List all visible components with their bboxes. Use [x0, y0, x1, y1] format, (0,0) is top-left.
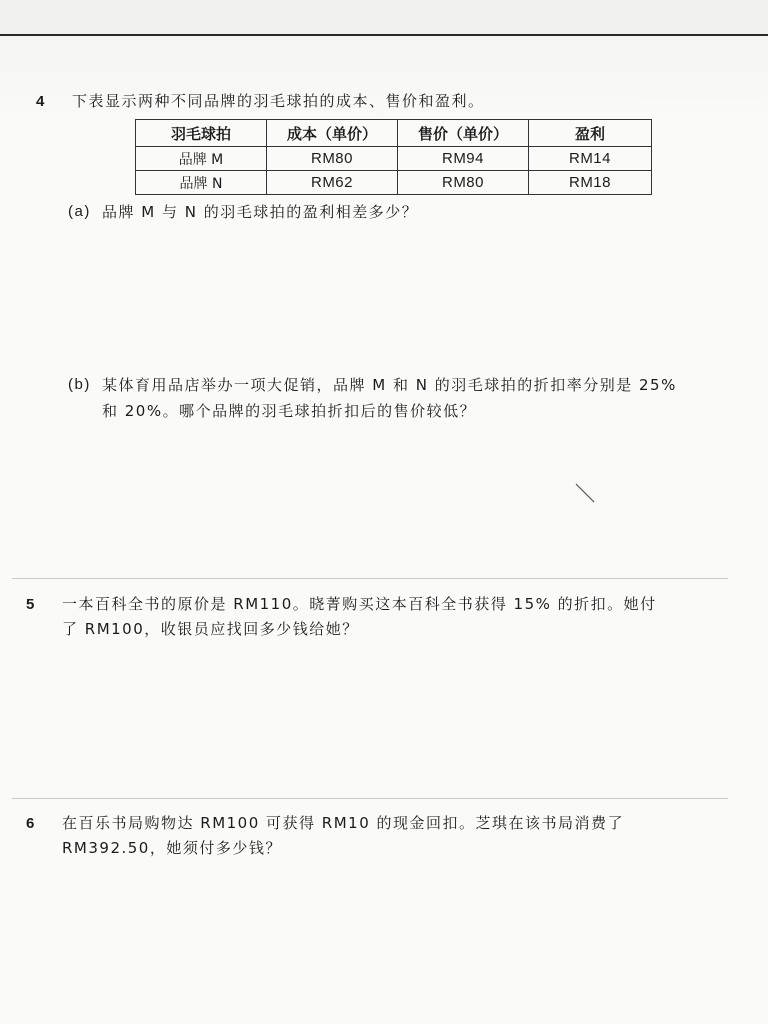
table-cell-price: RM80: [398, 171, 529, 195]
question-6-line-2: RM392.50，她须付多少钱？: [62, 839, 282, 857]
question-5-line-1: 一本百科全书的原价是 RM110。晓菁购买这本百科全书获得 15% 的折扣。她付: [62, 595, 657, 613]
question-4-number: 4: [36, 93, 45, 110]
question-4b-label: (b): [68, 376, 91, 393]
table-cell-profit: RM18: [529, 171, 652, 195]
table-cell-cost: RM62: [267, 171, 398, 195]
question-6-number: 6: [26, 815, 35, 832]
table-cell-brand: 品牌 N: [136, 171, 267, 195]
table-row: [136, 147, 652, 171]
question-4b-line-2: 和 20%。哪个品牌的羽毛球拍折扣后的售价较低？: [102, 402, 477, 420]
table-header-cell: 盈利: [529, 120, 652, 147]
table-header-cell: 羽毛球拍: [136, 120, 267, 147]
section-divider: [12, 798, 728, 799]
question-5-number: 5: [26, 596, 35, 613]
table-header-row: [136, 120, 652, 147]
table-header-cell: 成本（单价）: [267, 120, 398, 147]
question-4a-label: (a): [68, 203, 91, 220]
pen-stroke-mark: [574, 482, 598, 506]
question-4-intro: 下表显示两种不同品牌的羽毛球拍的成本、售价和盈利。: [72, 92, 485, 110]
table-cell-brand: 品牌 M: [136, 147, 267, 171]
question-6-line-1: 在百乐书局购物达 RM100 可获得 RM10 的现金回扣。芝琪在该书局消费了: [62, 814, 625, 832]
page-top-edge: [0, 0, 768, 36]
question-4a-text: 品牌 M 与 N 的羽毛球拍的盈利相差多少？: [102, 203, 419, 221]
table-row: [136, 171, 652, 195]
question-4b-line-1: 某体育用品店举办一项大促销，品牌 M 和 N 的羽毛球拍的折扣率分别是 25%: [102, 376, 677, 394]
table-cell-cost: RM80: [267, 147, 398, 171]
price-table: [135, 119, 652, 195]
table-header-cell: 售价（单价）: [398, 120, 529, 147]
question-5-line-2: 了 RM100，收银员应找回多少钱给她？: [62, 620, 359, 638]
section-divider: [12, 578, 728, 579]
table-cell-price: RM94: [398, 147, 529, 171]
table-cell-profit: RM14: [529, 147, 652, 171]
